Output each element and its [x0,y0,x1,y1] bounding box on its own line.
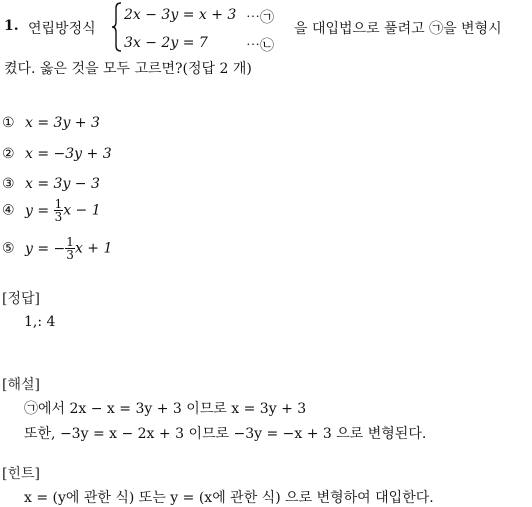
question-prefix: 연립방정식 [28,21,96,37]
option-5-fraction: $\frac{1}{3}$ [66,235,74,262]
option-3-number: ③ [2,176,15,192]
explanation-heading: [해설] [2,377,40,393]
option-5-pre: y = − [25,240,66,257]
question-suffix: 을 대입법으로 풀려고 ㉠을 변형시 [294,21,502,37]
option-1-number: ① [2,115,15,131]
option-4-fraction: $\frac{1}{3}$ [54,197,63,224]
equation-2: 3x − 2y = 7 [124,35,208,51]
question-line-2: 켰다. 옳은 것을 모두 고르면?(정답 2 개) [4,61,252,77]
option-1[interactable] [2,115,100,131]
option-4-pre: y = [25,202,54,219]
option-5-post: x + 1 [74,240,113,257]
answer-value: 1,: 4 [24,314,56,330]
option-3[interactable] [2,176,100,192]
equation-1: 2x − 3y = x + 3 [124,7,237,23]
explanation-line-1: ㉠에서 2x − x = 3y + 3 이므로 x = 3y + 3 [24,401,307,417]
system-brace [112,2,122,52]
option-2-text: x = −3y + 3 [25,146,112,162]
equation-1-mark: ⋯㉠ [246,10,274,26]
explanation-line-2: 또한, −3y = x − 2x + 3 이므로 −3y = −x + 3 으로 변형된다. [24,426,427,442]
question-number: 1. [4,18,19,34]
option-1-text: x = 3y + 3 [25,115,100,131]
equation-2-mark: ⋯㉡ [246,38,274,54]
option-5-number: ⑤ [2,240,15,257]
option-4[interactable] [2,198,101,223]
answer-heading: [정답] [2,291,40,307]
option-4-number: ④ [2,202,15,219]
option-5[interactable] [2,236,112,261]
option-4-post: x − 1 [63,202,101,219]
hint-heading: [힌트] [2,466,40,482]
option-2-number: ② [2,146,15,162]
option-2[interactable] [2,146,112,162]
hint-line-1: x = (y에 관한 식) 또는 y = (x에 관한 식) 으로 변형하여 대입한다. [24,490,434,506]
option-3-text: x = 3y − 3 [25,176,100,192]
